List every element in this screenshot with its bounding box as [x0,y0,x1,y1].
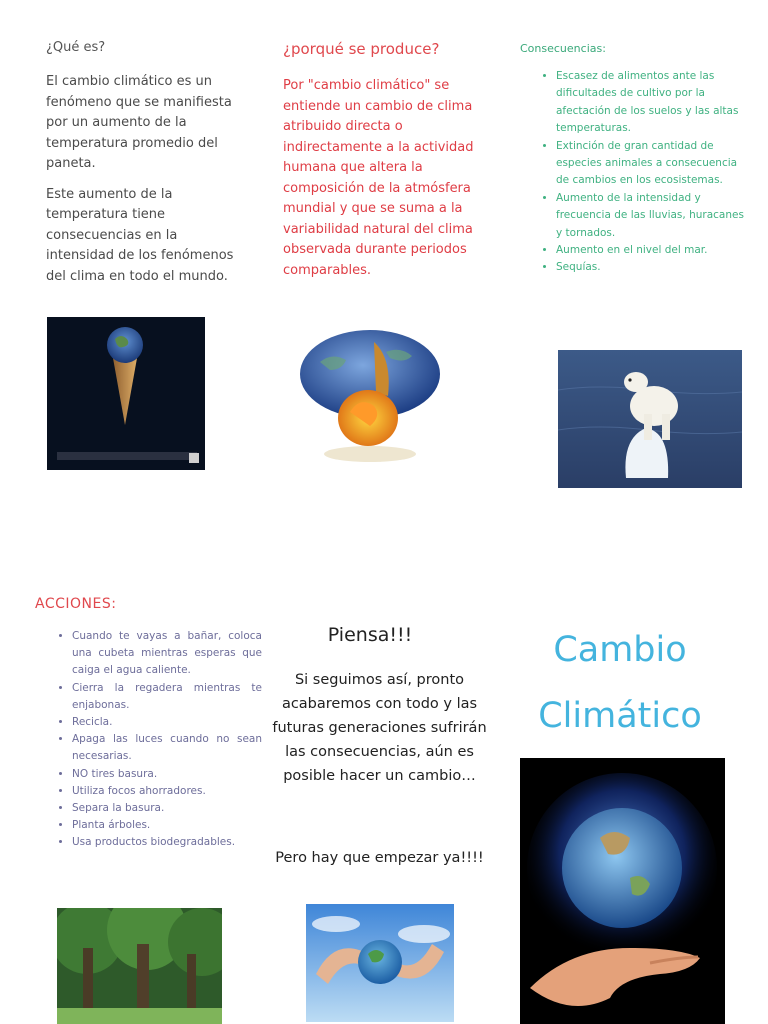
consecuencias-list [528,68,751,277]
acciones-list [50,628,262,852]
list-item: • Separa la basura. [72,800,262,817]
que-es-body [46,72,246,297]
list-item: • Usa productos biodegradables. [72,834,262,851]
list-item: • Aumento de la intensidad y frecuencia de las lluvias, huracanes y tornados. [556,190,751,242]
que-es-paragraph-2: Este aumento de la temperatura tiene consecuencias en la intensidad de los fenómenos del clima en todo el mundo. [46,186,234,284]
list-item: • Aumento en el nivel del mar. [556,242,751,259]
list-item: • Recicla. [72,714,262,731]
cracked-egg-earth-image [290,322,450,472]
list-item: • Cierra la regadera mientras te enjabonas. [72,680,262,714]
piensa-call-to-action: Pero hay que empezar ya!!!! [275,850,484,866]
hands-earth-image [306,904,454,1022]
earth-on-hand-image [520,758,725,1024]
porque-body: Por "cambio climático" se entiende un cambio de clima atribuido directa o indirectamente a la actividad humana que altera la composición de la atmósfera mundial y que se suma a la variabilidad natural del clima observada durante periodos comparables. [283,78,474,278]
list-item: • Escasez de alimentos ante las dificultades de cultivo por la afectación de los suelos y las altas temperaturas. [556,68,751,138]
list-item: • Utiliza focos ahorradores. [72,783,262,800]
list-item: • Apaga las luces cuando no sean necesarias. [72,731,262,765]
piensa-heading: Piensa!!! [327,624,413,646]
cover-title-line-2: Climático [538,696,702,736]
trees-image [57,908,222,1024]
acciones-heading: ACCIONES: [35,596,117,612]
porque-heading: ¿porqué se produce? [283,40,440,58]
list-item: • Planta árboles. [72,817,262,834]
melting-earth-image [47,317,205,470]
cover-title-line-1: Cambio [553,630,687,670]
que-es-heading: ¿Qué es? [46,40,106,55]
polar-bear-image [558,350,742,488]
consecuencias-heading: Consecuencias: [520,42,606,55]
piensa-body: Si seguimos así, pronto acabaremos con todo y las futuras generaciones sufrirán las consecuencias, aún es posible hacer un cambio… [272,672,487,784]
list-item: • NO tires basura. [72,766,262,783]
list-item: • Sequías. [556,259,751,276]
que-es-paragraph-1: El cambio climático es un fenómeno que se manifiesta por un aumento de la temperatura promedio del paneta. [46,74,232,171]
list-item: • Cuando te vayas a bañar, coloca una cubeta mientras esperas que caiga el agua caliente. [72,628,262,680]
list-item: • Extinción de gran cantidad de especies animales a consecuencia de cambios en los ecosistemas. [556,138,751,190]
